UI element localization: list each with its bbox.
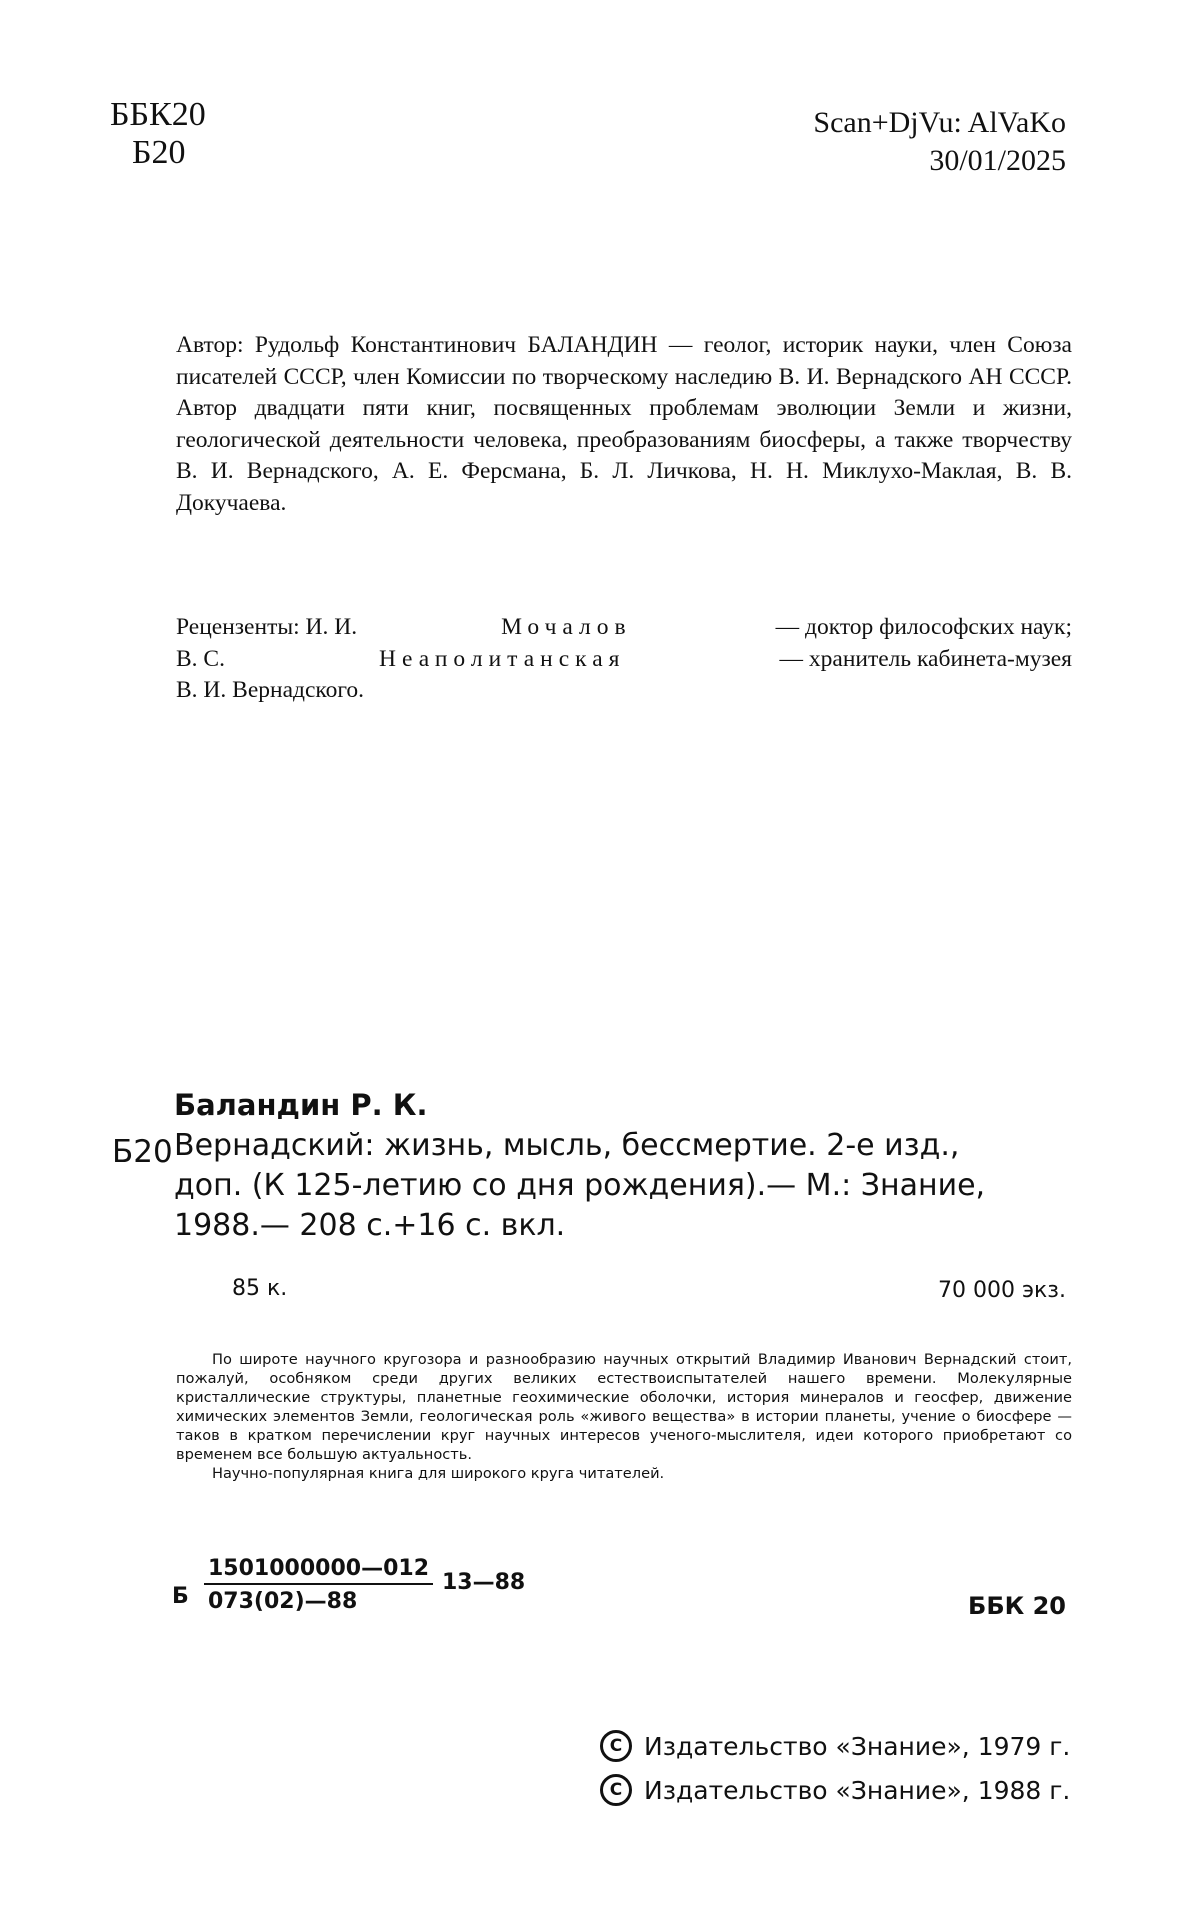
copyright-text-1: Издательство «Знание», 1979 г. <box>644 1731 1071 1761</box>
book-index-label: Б20 <box>112 1134 173 1170</box>
price: 85 к. <box>232 1276 288 1301</box>
bibliographic-text-2: доп. (К 125-летию со дня рождения).— М.: Знание, <box>174 1168 986 1203</box>
classification-numerator: 1501000000—012 <box>204 1556 433 1585</box>
author-note <box>176 330 1072 519</box>
print-run: 70 000 экз. <box>937 1278 1066 1303</box>
reviewer-line-1 <box>176 612 1072 644</box>
copyright-line-1 <box>600 1730 1070 1762</box>
bibliographic-line-3 <box>174 1206 1072 1246</box>
copyright-icon: C <box>600 1730 632 1762</box>
copyright-line-2 <box>600 1774 1070 1806</box>
classification-suffix: 13—88 <box>442 1570 526 1595</box>
book-author: Баландин Р. К. <box>174 1088 428 1122</box>
reviewer-name-1: Мочалов <box>501 614 632 640</box>
copyright-text-2: Издательство «Знание», 1988 г. <box>644 1775 1071 1805</box>
reviewer-line-2 <box>176 644 1072 676</box>
scan-info <box>813 104 1066 180</box>
annotation <box>176 1350 1072 1483</box>
classification-prefix: Б <box>172 1584 189 1609</box>
author-note-text: Автор: Рудольф Константинович БАЛАНДИН — геолог, историк науки, член Союза писателей СССР, член Комиссии по творческому наследию В. И. Вернадского АН СССР. Автор двадцати пяти книг, посвященных проблемам эволюции Земли и жизни, геологической деятельности человека, преобразованиям биосферы, а также творчеству В. И. Вернадского, А. Е. Ферсмана, Б. Л. Личкова, Н. Н. Миклухо-Маклая, В. В. Докучаева. <box>176 332 1072 516</box>
bibliographic-line-1 <box>174 1126 1072 1166</box>
reviewer-initials-2: В. С. <box>176 645 225 672</box>
bibliographic-text-1: Вернадский: жизнь, мысль, бессмертие. 2-е изд., <box>174 1128 960 1163</box>
bibliographic-line-2 <box>174 1166 1072 1206</box>
classification-denominator: 073(02)—88 <box>208 1589 358 1614</box>
bbk-code-bottom: ББК 20 <box>968 1592 1066 1620</box>
reviewer-title-2: — хранитель кабинета-музея <box>779 645 1072 672</box>
annotation-audience: Научно-популярная книга для широкого круга читателей. <box>212 1465 665 1482</box>
book-index: Б20 <box>132 134 186 171</box>
annotation-text: По широте научного кругозора и разнообразию научных открытий Владимир Иванович Вернадский стоит, пожалуй, особняком среди других великих естествоиспытателей нашего времени. Молекулярные кристаллические структуры, планетные геохимические оболочки, история минералов и геосфер, движение химических элементов Земли, геологическая роль «живого вещества» в истории планеты, учение о биосфере — таков в кратком перечислении круг научных интересов ученого-мыслителя, идеи которого приобретают со временем все большую актуальность. <box>176 1351 1072 1463</box>
scan-credit: Scan+DjVu: AlVaKo <box>813 106 1066 139</box>
reviewers-label: Рецензенты: И. И. <box>176 614 358 640</box>
reviewer-line-3: В. И. Вернадского. <box>176 677 365 703</box>
copyright-icon: C <box>600 1774 632 1806</box>
classification-fraction <box>204 1556 433 1614</box>
bbk-code: ББК20 <box>110 96 206 133</box>
reviewers-block <box>176 612 1072 707</box>
bibliographic-entry <box>174 1126 1072 1246</box>
scan-date: 30/01/2025 <box>929 144 1066 177</box>
bibliographic-text-3: 1988.— 208 с.+16 с. вкл. <box>174 1208 566 1243</box>
reviewer-title-1: — доктор философских наук; <box>775 614 1072 640</box>
reviewer-name-2: Неаполитанская <box>379 645 626 672</box>
bbk-code-block <box>110 96 206 172</box>
